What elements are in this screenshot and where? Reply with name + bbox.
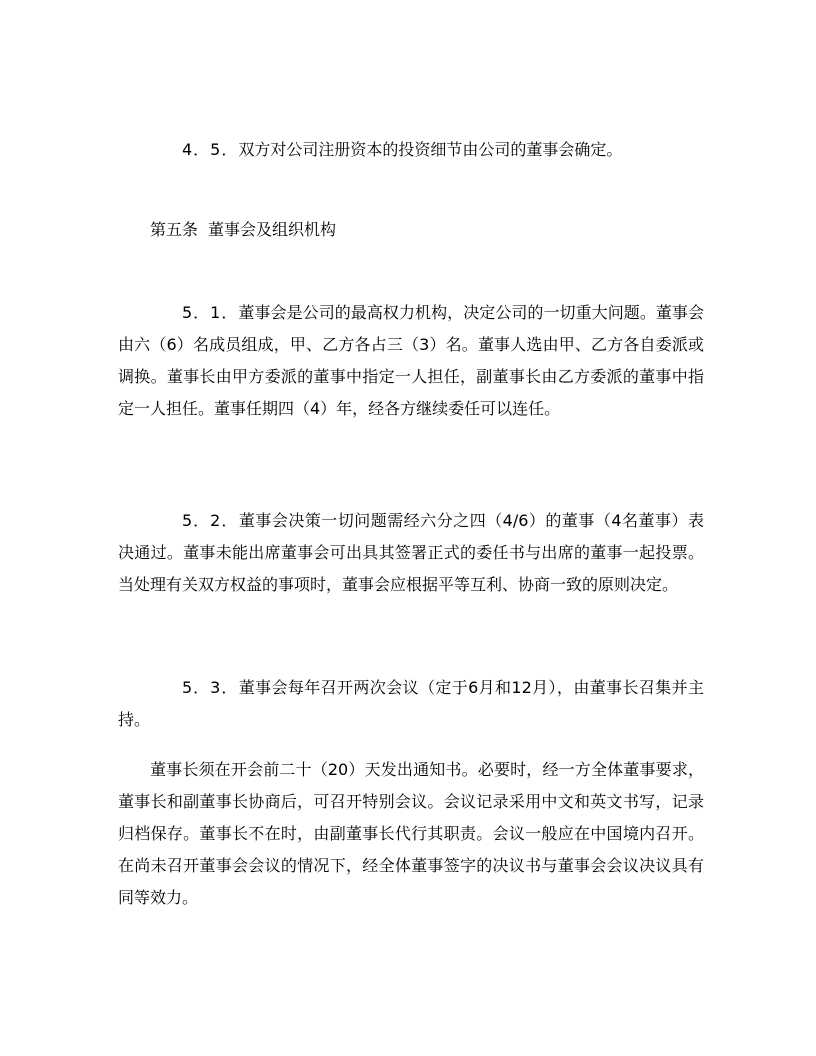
clause-5-2 [118,505,704,601]
clause-number: 5．3． [182,678,239,697]
clause-5-3 [118,672,704,736]
clause-number: 4．5． [182,140,239,159]
article-heading [150,214,336,246]
clause-4-5 [118,134,704,166]
clause-5-3-continued [118,754,704,914]
clause-text: 董事会每年召开两次会议（定于6月和12月），由董事长召集并主持。 [118,678,704,729]
article-label: 第五条 [150,220,199,239]
clause-number: 5．2． [182,511,239,530]
paragraph-text: 董事长须在开会前二十（20）天发出通知书。必要时，经一方全体董事要求，董事长和副董事长协商后，可召开特别会议。会议记录采用中文和英文书写，记录归档保存。董事长不在时，由副董事长代行其职责。会议一般应在中国境内召开。在尚未召开董事会会议的情况下，经全体董事签字的决议书与董事会会议决议具有同等效力。 [118,760,704,907]
clause-text: 董事会决策一切问题需经六分之四（4/6）的董事（4名董事）表决通过。董事未能出席董事会可出具其签署正式的委任书与出席的董事一起投票。当处理有关双方权益的事项时，董事会应根据平等互利、协商一致的原则决定。 [118,511,704,594]
clause-5-1 [118,297,704,425]
clause-text: 董事会是公司的最高权力机构，决定公司的一切重大问题。董事会由六（6）名成员组成，甲、乙方各占三（3）名。董事人选由甲、乙方各自委派或调换。董事长由甲方委派的董事中指定一人担任，副董事长由乙方委派的董事中指定一人担任。董事任期四（4）年，经各方继续委任可以连任。 [118,303,704,418]
clause-text: 双方对公司注册资本的投资细节由公司的董事会确定。 [238,140,623,159]
clause-number: 5．1． [182,303,239,322]
article-title: 董事会及组织机构 [208,220,337,239]
